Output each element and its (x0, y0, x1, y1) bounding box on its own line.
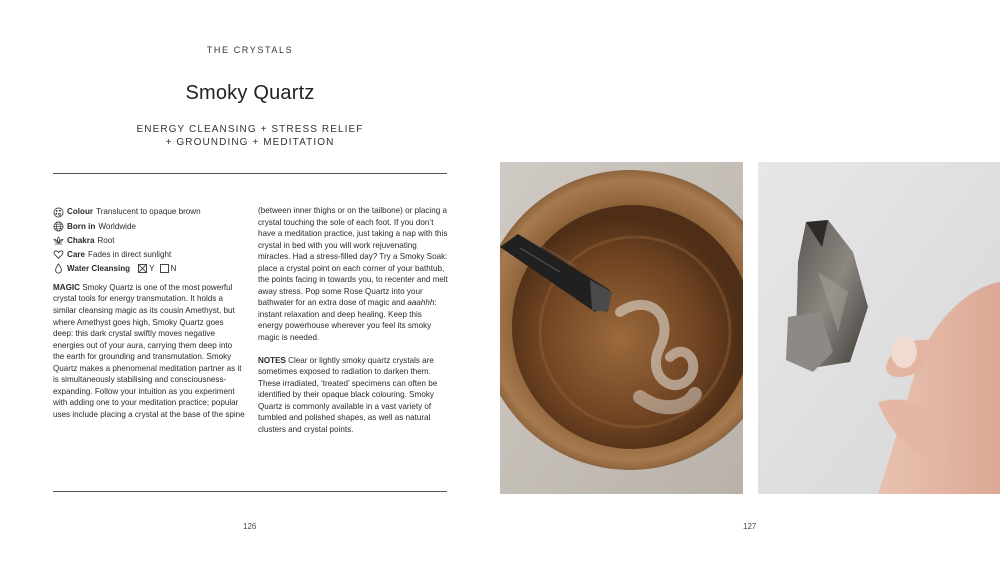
right-page (500, 0, 1000, 562)
attribute-key: Chakra (67, 235, 95, 245)
attribute-value: Root (97, 235, 115, 245)
top-rule (53, 173, 447, 174)
attribute-chakra (53, 233, 245, 247)
heart-icon (53, 249, 64, 260)
water-drop-icon (53, 263, 64, 274)
attribute-colour (53, 205, 245, 219)
attribute-key: Water Cleansing (67, 264, 131, 274)
running-head: THE CRYSTALS (206, 45, 294, 55)
smoky-quartz-in-hand-photo (758, 162, 1000, 494)
page-title: Smoky Quartz (185, 82, 315, 104)
italic-text: aaahhh (407, 298, 435, 308)
page-number: 127 (743, 522, 757, 531)
attribute-value: Translucent to opaque brown (96, 207, 201, 217)
continued-text-end: : instant relaxation and deep healing. Keep this energy powerhouse wherever you feel its smoky magic is needed. (258, 298, 437, 343)
text-column-right (258, 205, 448, 435)
bottom-rule (53, 491, 447, 492)
smudge-bowl-photo (500, 162, 743, 494)
attribute-value: Fades in direct sunlight (88, 249, 172, 259)
globe-icon (53, 221, 64, 232)
continued-paragraph (258, 205, 448, 344)
attribute-key: Colour (67, 207, 94, 217)
subtitle-line-1: ENERGY CLEANSING + STRESS RELIEF (136, 124, 364, 135)
notes-text: Clear or lightly smoky quartz crystals are sometimes exposed to radiation to darken them. These irradiated, ‘treated’ specimens can often be identified by their opaque black colouring. Smoky Quartz is commonly available in a vast variety of tumbled and polished shapes, as well as natural clusters and crystal points. (258, 355, 438, 434)
magic-paragraph (53, 282, 245, 421)
notes-label: NOTES (258, 355, 286, 365)
no-checkbox (160, 264, 169, 273)
text-column-left (53, 205, 245, 421)
attribute-key: Born in (67, 221, 96, 231)
continued-text: (between inner thighs or on the tailbone) or placing a crystal touching the sole of each foot. If you don’t have a meditation practice, just taking a nap with this crystal in bed with you will work rejuvenating miracles. Had a stress-filled day? Try a Smoky Soak: place a crystal point on each corner of your bathtub, the points facing in towards you, to recenter and melt away stress. Pop some Rose Quartz into your bathwater for an extra dose of magic and (258, 206, 448, 308)
attribute-born-in (53, 219, 245, 233)
notes-paragraph (258, 355, 448, 436)
subtitle-line-2: + GROUNDING + MEDITATION (165, 137, 335, 148)
attribute-value: Worldwide (98, 221, 136, 231)
magic-label: MAGIC (53, 282, 80, 292)
page-number: 126 (243, 522, 257, 531)
yes-label: Y (149, 264, 155, 274)
chakra-lotus-icon (53, 235, 64, 246)
subtitle (0, 123, 500, 149)
attribute-key: Care (67, 249, 85, 259)
magic-text: Smoky Quartz is one of the most powerful crystal tools for energy transmutation. It holds a similar cleansing magic as its cousin Amethyst, but where Amethyst goes high, Smoky Quartz goes deep: this dark crystal swiftly moves negative energies out of your aura, carrying them deep into the earth for grounding and transmutation. Smoky Quartz makes a phenomenal meditation partner as it is simultaneously stabilising and consciousness-expanding. Follow your intuition as you experiment with adding one to your meditation practice; popular uses include placing a crystal at the base of the spine (53, 282, 245, 419)
attribute-care (53, 248, 245, 262)
yes-checkbox (138, 264, 147, 273)
no-label: N (170, 264, 177, 274)
attribute-water-cleansing (53, 262, 245, 276)
palette-icon (53, 207, 64, 218)
